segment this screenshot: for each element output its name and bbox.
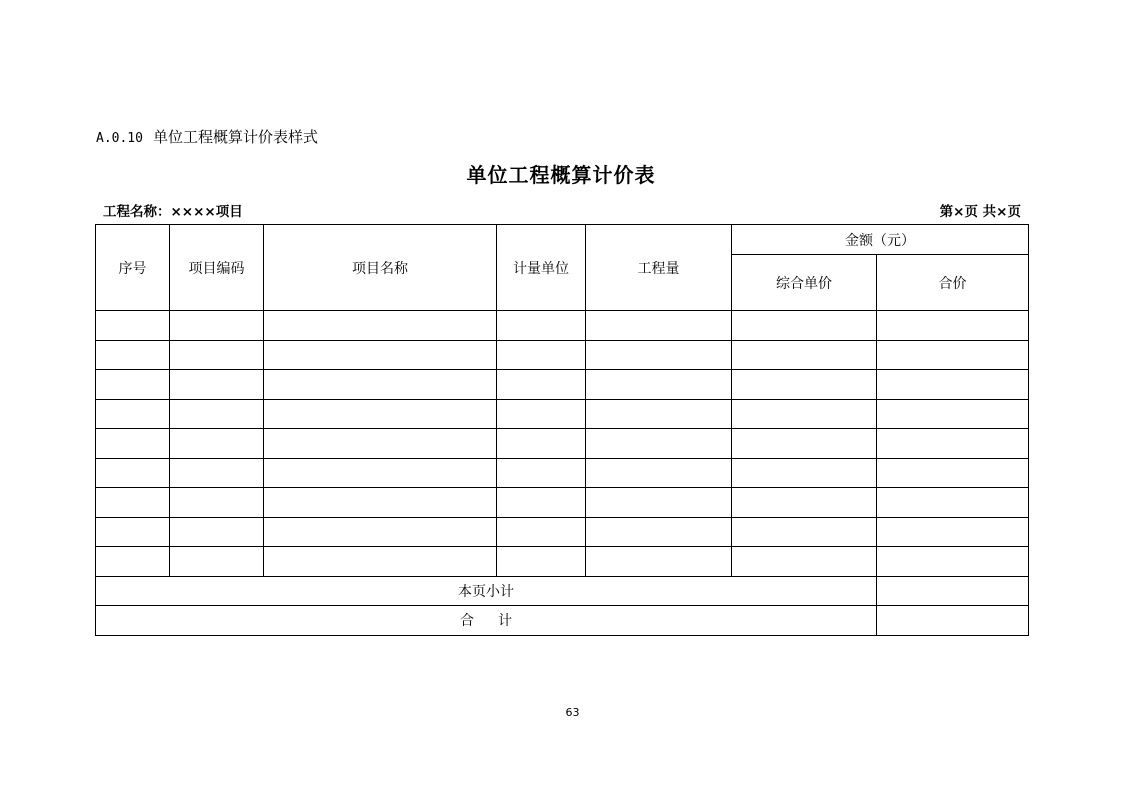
quantity-cell — [586, 517, 732, 547]
total-price-cell — [877, 488, 1029, 518]
seq-cell — [96, 399, 170, 429]
unit-price-cell — [732, 429, 877, 459]
unit-cell — [497, 399, 586, 429]
header-unit: 计量单位 — [497, 225, 586, 311]
section-title: 单位工程概算计价表样式 — [152, 128, 318, 146]
unit-cell — [497, 517, 586, 547]
header-row — [96, 225, 1029, 255]
code-cell — [170, 488, 264, 518]
seq-cell — [96, 340, 170, 370]
header-code: 项目编码 — [170, 225, 264, 311]
header-quantity: 工程量 — [586, 225, 732, 311]
code-cell — [170, 458, 264, 488]
subtotal-value — [877, 576, 1029, 606]
table-row — [96, 429, 1029, 459]
quantity-cell — [586, 340, 732, 370]
table-row — [96, 340, 1029, 370]
total-price-cell — [877, 311, 1029, 341]
name-cell — [264, 547, 497, 577]
seq-cell — [96, 429, 170, 459]
header-seq: 序号 — [96, 225, 170, 311]
table-row — [96, 370, 1029, 400]
code-cell — [170, 399, 264, 429]
name-cell — [264, 340, 497, 370]
table-body — [96, 311, 1029, 577]
name-cell — [264, 370, 497, 400]
table-row — [96, 488, 1029, 518]
header-name: 项目名称 — [264, 225, 497, 311]
unit-cell — [497, 429, 586, 459]
unit-price-cell — [732, 370, 877, 400]
table-row — [96, 399, 1029, 429]
total-price-cell — [877, 458, 1029, 488]
unit-price-cell — [732, 458, 877, 488]
table-row — [96, 547, 1029, 577]
unit-price-cell — [732, 399, 877, 429]
section-heading — [96, 126, 318, 147]
unit-cell — [497, 311, 586, 341]
code-cell — [170, 311, 264, 341]
unit-cell — [497, 458, 586, 488]
seq-cell — [96, 488, 170, 518]
unit-price-cell — [732, 311, 877, 341]
subtotal-row — [96, 576, 1029, 606]
unit-price-cell — [732, 340, 877, 370]
header-amount-group: 金额（元） — [732, 225, 1029, 255]
header-unit-price: 综合单价 — [732, 255, 877, 311]
seq-cell — [96, 517, 170, 547]
unit-price-cell — [732, 547, 877, 577]
total-price-cell — [877, 517, 1029, 547]
total-row — [96, 606, 1029, 636]
document-title: 单位工程概算计价表 — [466, 163, 656, 187]
unit-price-cell — [732, 488, 877, 518]
code-cell — [170, 340, 264, 370]
code-cell — [170, 429, 264, 459]
table-row — [96, 517, 1029, 547]
subtotal-label: 本页小计 — [96, 576, 877, 606]
name-cell — [264, 488, 497, 518]
name-cell — [264, 429, 497, 459]
page-number: 63 — [565, 706, 580, 719]
code-cell — [170, 370, 264, 400]
seq-cell — [96, 458, 170, 488]
code-cell — [170, 547, 264, 577]
name-cell — [264, 399, 497, 429]
seq-cell — [96, 547, 170, 577]
total-price-cell — [877, 399, 1029, 429]
total-label: 合计 — [96, 606, 877, 636]
unit-cell — [497, 488, 586, 518]
total-price-cell — [877, 547, 1029, 577]
unit-cell — [497, 340, 586, 370]
name-cell — [264, 517, 497, 547]
seq-cell — [96, 311, 170, 341]
header-total-price: 合价 — [877, 255, 1029, 311]
total-price-cell — [877, 429, 1029, 459]
quantity-cell — [586, 458, 732, 488]
unit-price-cell — [732, 517, 877, 547]
code-cell — [170, 517, 264, 547]
section-number: A.0.10 — [96, 131, 143, 146]
total-price-cell — [877, 340, 1029, 370]
table-row — [96, 311, 1029, 341]
unit-cell — [497, 547, 586, 577]
price-table — [95, 224, 1029, 636]
quantity-cell — [586, 399, 732, 429]
seq-cell — [96, 370, 170, 400]
name-cell — [264, 311, 497, 341]
table-row — [96, 458, 1029, 488]
project-name: 工程名称：××××项目 — [103, 204, 243, 220]
quantity-cell — [586, 488, 732, 518]
page-count: 第×页 共×页 — [939, 204, 1021, 220]
quantity-cell — [586, 311, 732, 341]
unit-cell — [497, 370, 586, 400]
total-value — [877, 606, 1029, 636]
total-price-cell — [877, 370, 1029, 400]
name-cell — [264, 458, 497, 488]
quantity-cell — [586, 429, 732, 459]
quantity-cell — [586, 370, 732, 400]
quantity-cell — [586, 547, 732, 577]
